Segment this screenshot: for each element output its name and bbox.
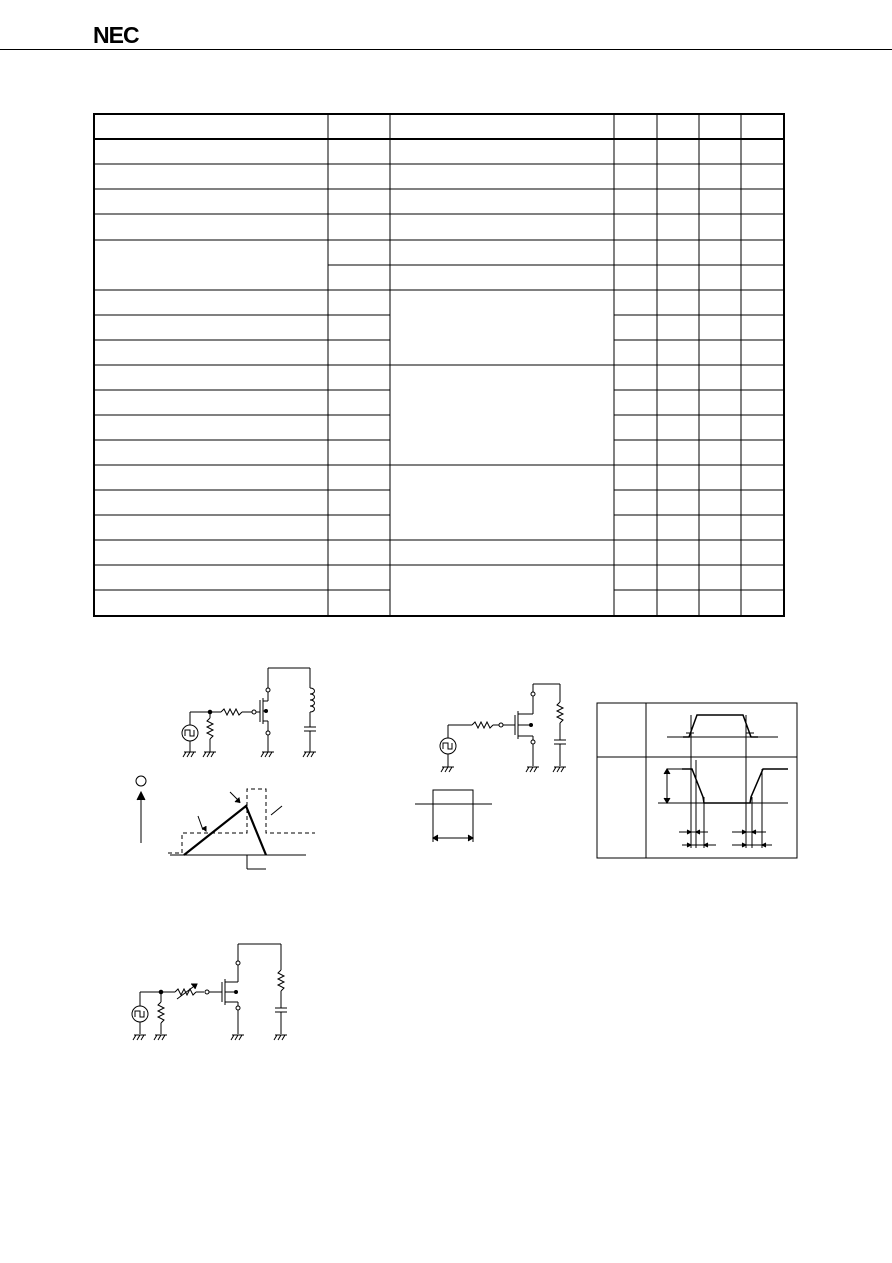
ground-icon: [274, 1035, 287, 1040]
resistor-icon: [278, 970, 284, 991]
resistor-icon: [158, 1002, 164, 1023]
ground-icon: [154, 1035, 167, 1040]
ground-icon: [133, 1035, 146, 1040]
ground-icon: [231, 1035, 244, 1040]
nec-logo: NEC: [93, 22, 139, 48]
